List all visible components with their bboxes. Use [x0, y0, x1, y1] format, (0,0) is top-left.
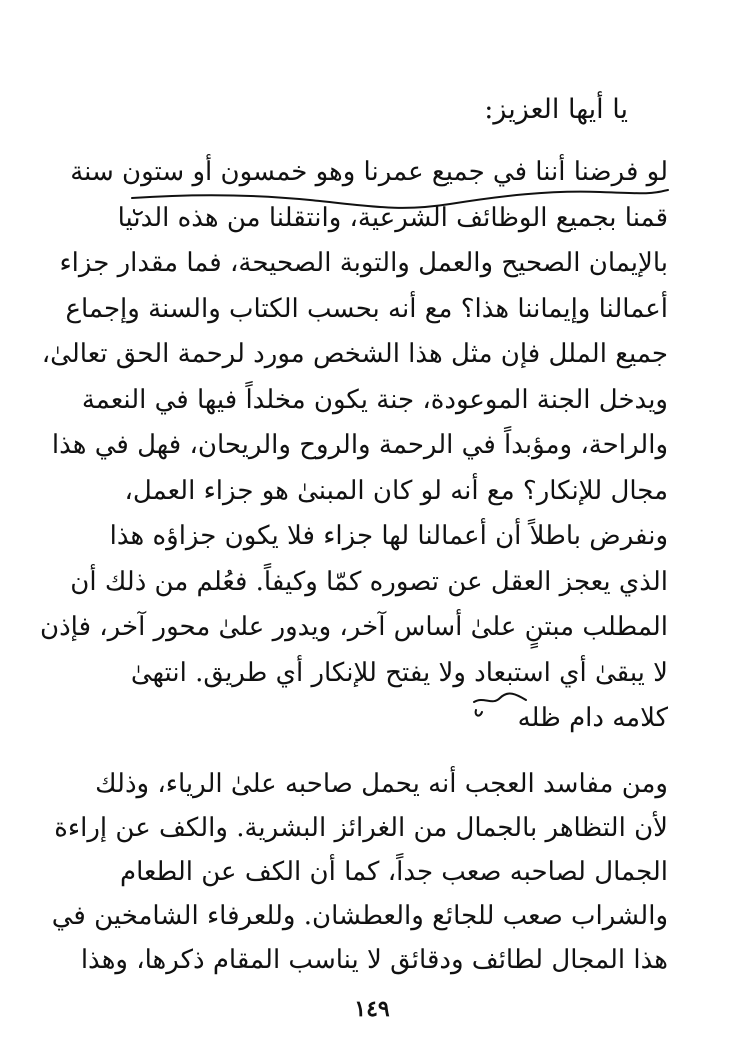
- paragraph-2-line: لأن التظاهر بالجمال من الغرائز البشرية. والكف عن إراءة: [54, 813, 668, 843]
- page-number: ١٤٩: [354, 996, 390, 1022]
- paragraph-1-line: الذي يعجز العقل عن تصوره كمّا وكيفاً. فعُلم من ذلك أن: [70, 566, 668, 597]
- paragraph-1-line: جميع الملل فإن مثل هذا الشخص مورد لرحمة الحق تعالىٰ،: [41, 339, 668, 369]
- paragraph-2-line: الجمال لصاحبه صعب جداً، كما أن الكف عن الطعام: [119, 857, 668, 887]
- paragraph-1-line: أعمالنا وإيماننا هذا؟ مع أنه بحسب الكتاب والسنة وإجماع: [65, 293, 668, 324]
- paragraph-1-line: المطلب مبتنٍ علىٰ أساس آخر، ويدور علىٰ محور آخر، فإذن: [39, 612, 668, 642]
- paragraph-2-line: ومن مفاسد العجب أنه يحمل صاحبه علىٰ الرياء، وذلك: [95, 769, 668, 799]
- paragraph-1: [39, 150, 668, 742]
- paragraph-1-line: ويدخل الجنة الموعودة، جنة يكون مخلداً فيها في النعمة: [81, 384, 668, 415]
- paragraph-1-line: بالإيمان الصحيح والعمل والتوبة الصحيحة، فما مقدار جزاء: [59, 248, 668, 278]
- page-heading: يا أيها العزيز:: [484, 94, 628, 125]
- paragraph-1-line: كلامه دام ظله: [517, 703, 668, 733]
- handwritten-signature-mark: [470, 684, 530, 724]
- paragraph-1-line: قمنا بجميع الوظائف الشرعية، وانتقلنا من هذه الدنيا: [117, 202, 668, 233]
- paragraph-1-line: والراحة، ومؤبداً في الرحمة والروح والريحان، فهل في هذا: [51, 430, 668, 460]
- paragraph-2-line: هذا المجال لطائف ودقائق لا يناسب المقام ذكرها، وهذا: [80, 945, 668, 975]
- paragraph-1-line: ونفرض باطلاً أن أعمالنا لها جزاء فلا يكون جزاؤه هذا: [109, 521, 668, 551]
- paragraph-1-line: مجال للإنكار؟ مع أنه لو كان المبنىٰ هو جزاء العمل،: [124, 475, 668, 506]
- paragraph-2: [51, 762, 668, 982]
- paragraph-1-line: لو فرضنا أننا في جميع عمرنا وهو خمسون أو ستون سنة: [70, 157, 668, 187]
- paragraph-2-line: والشراب صعب للجائع والعطشان. وللعرفاء الشامخين في: [51, 901, 668, 931]
- paragraph-1-line: لا يبقىٰ أي استبعاد ولا يفتح للإنكار أي طريق. انتهىٰ: [130, 657, 668, 688]
